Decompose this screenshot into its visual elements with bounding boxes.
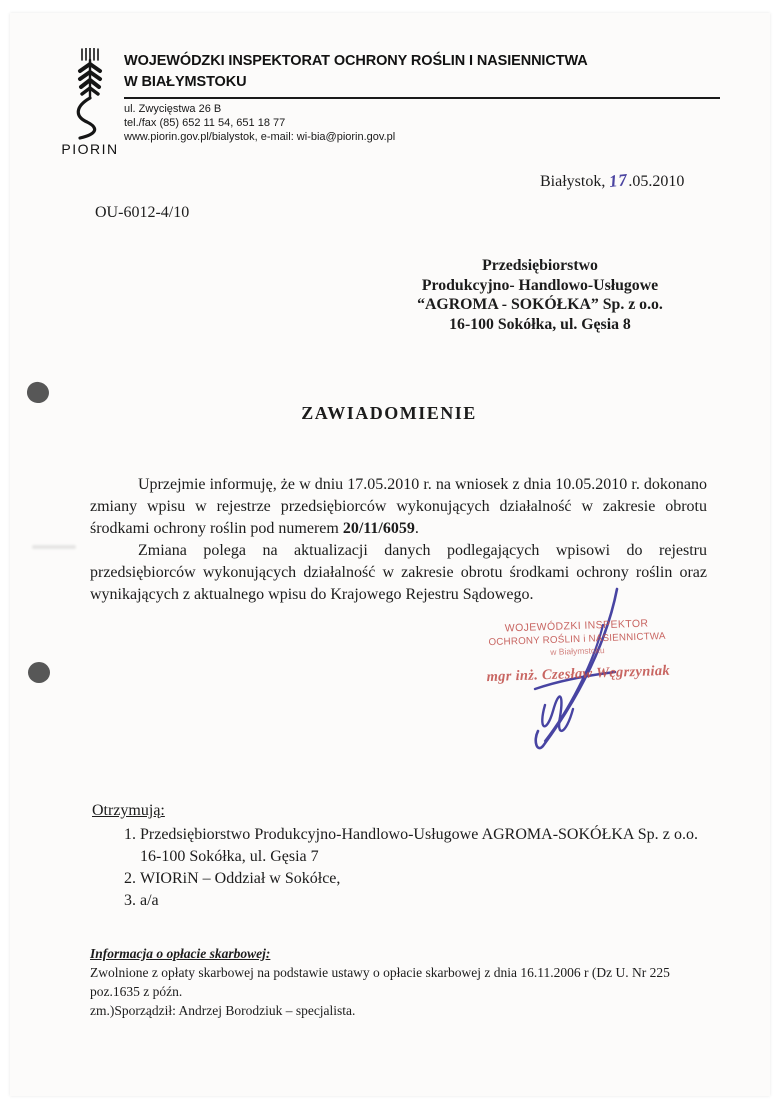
stamp-signer-name: mgr inż. Czesław Węgrzyniak <box>486 662 671 686</box>
body-paragraph-2: Zmiana polega na aktualizacji danych podlegających wpisowi do rejestru przedsiębiorców wykonujących działalność w zakresie obrotu środkami ochrony roślin oraz wynikających z aktualnego wpisu do Krajowego Rejestru Sądowego. <box>90 542 707 603</box>
date-line <box>540 171 725 191</box>
document-title: ZAWIADOMIENIE <box>301 403 477 423</box>
punch-hole-bottom <box>28 662 50 683</box>
web-email-line: www.piorin.gov.pl/bialystok, e-mail: wi-bia@piorin.gov.pl <box>124 131 396 143</box>
received-item-1-line1: 1. Przedsiębiorstwo Produkcyjno-Handlowo-Usługowe AGROMA-SOKÓŁKA Sp. z o.o. <box>140 826 698 843</box>
received-item-1 <box>140 824 698 868</box>
stamp-line3: w Białymstoku <box>550 645 605 657</box>
stamp-line1: WOJEWÓDZKI INSPEKTOR <box>504 617 649 635</box>
org-name-line2: W BIAŁYMSTOKU <box>124 74 247 90</box>
received-item-2: 2. WIORiN – Oddział w Sokółce, <box>140 868 698 890</box>
recipient-line1: Przedsiębiorstwo <box>482 257 598 274</box>
recipient-block <box>340 256 740 334</box>
body-paragraph-1 <box>90 474 707 540</box>
recipient-line4: 16-100 Sokółka, ul. Gęsia 8 <box>449 315 631 333</box>
handwritten-day: 17 <box>608 170 630 191</box>
date-rest: .05.2010 <box>628 173 685 190</box>
footer-text-line2: zm.)Sporządził: Andrzej Borodziuk – specjalista. <box>90 1003 356 1018</box>
body-p1-text: Uprzejmie informuję, że w dniu 17.05.2010 r. na wniosek z dnia 10.05.2010 r. dokonano zmiany wpisu w rejestrze przedsiębiorców wykonujących działalność w zakresie obrotu środkami ochrony roślin pod numerem <box>90 476 707 537</box>
address-line: ul. Zwycięstwa 26 B <box>124 103 222 115</box>
official-stamp <box>479 617 676 687</box>
header-rule <box>124 97 720 99</box>
received-item-3: 3. a/a <box>140 890 698 912</box>
phone-line: tel./fax (85) 652 11 54, 651 18 77 <box>124 117 286 129</box>
recipient-line2: Produkcyjno- Handlowo-Usługowe <box>421 276 659 294</box>
received-section <box>92 800 712 912</box>
footer-note <box>90 944 715 1020</box>
received-item-1-line2: 16-100 Sokółka, ul. Gęsia 7 <box>140 848 319 865</box>
received-heading: Otrzymują: <box>92 802 165 819</box>
reference-number: OU-6012-4/10 <box>95 204 190 221</box>
recipient-line3: “AGROMA - SOKÓŁKA” Sp. z o.o. <box>417 296 663 314</box>
footer-text-line1: Zwolnione z opłaty skarbowej na podstawie ustawy o opłacie skarbowej z dnia 16.11.2006 r (Dz U. Nr 225 poz.1635 z późn. <box>90 965 670 999</box>
scan-smudge <box>32 545 76 549</box>
received-list <box>92 824 712 912</box>
date-city: Białystok, <box>540 173 606 190</box>
wheat-ear-icon <box>66 48 114 140</box>
body-p1-period: . <box>414 520 419 537</box>
stamp-line2: OCHRONY ROŚLIN i NASIENNICTWA <box>488 630 666 649</box>
letterhead <box>124 51 720 144</box>
register-number: 20/11/6059 <box>342 520 415 537</box>
piorin-logo <box>58 48 122 157</box>
org-name-line1: WOJEWÓDZKI INSPEKTORAT OCHRONY ROŚLIN I NASIENNICTWA <box>124 53 588 69</box>
logo-caption: PIORIN <box>61 141 119 157</box>
footer-heading: Informacja o opłacie skarbowej: <box>90 946 271 961</box>
